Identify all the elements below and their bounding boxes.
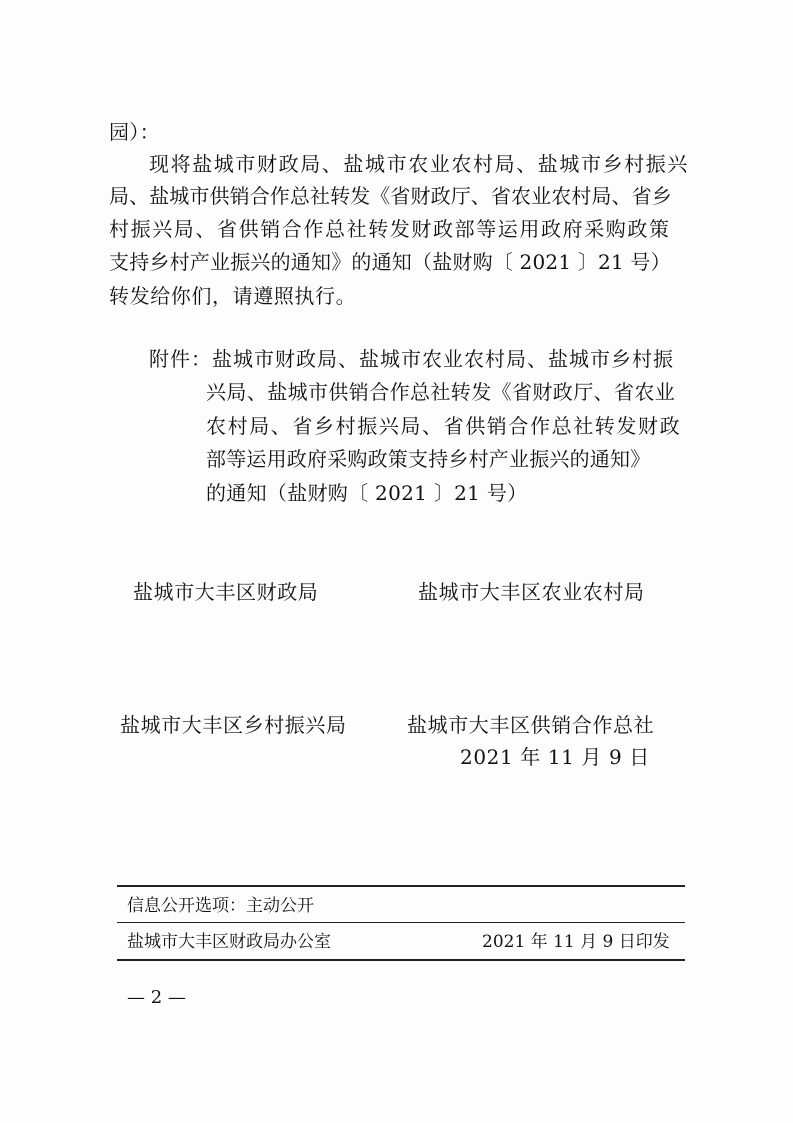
body-line-4: 村振兴局、省供销合作总社转发财政部等运用政府采购政策	[109, 217, 671, 241]
attachment-line-3: 农村局、省乡村振兴局、省供销合作总社转发财政	[206, 414, 682, 438]
body-line-1: 园）：	[109, 120, 160, 144]
issuer-office: 盐城市大丰区财政局办公室	[127, 932, 331, 952]
footer-bottom-rule	[117, 959, 685, 961]
body-line-3: 局、盐城市供销合作总社转发《省财政厅、省农业农村局、省乡	[109, 184, 672, 208]
page-number: — 2 —	[127, 987, 186, 1008]
disclosure-option: 信息公开选项：主动公开	[127, 896, 314, 916]
attachment-line-4: 部等运用政府采购政策支持乡村产业振兴的通知》	[206, 447, 651, 471]
footer-top-rule	[117, 885, 685, 887]
footer-middle-rule	[117, 922, 685, 923]
print-date: 2021 年 11 月 9 日印发	[482, 932, 670, 952]
attachment-line-5: 的通知（盐财购〔 2021 〕21 号）	[206, 481, 528, 505]
attachment-line-2: 兴局、盐城市供销合作总社转发《省财政厅、省农业	[206, 380, 676, 404]
body-line-6: 转发给你们，请遵照执行。	[109, 284, 357, 308]
signature-agriculture-bureau: 盐城市大丰区农业农村局	[418, 580, 645, 604]
signature-supply-marketing-cooperative: 盐城市大丰区供销合作总社	[407, 713, 655, 737]
signature-finance-bureau: 盐城市大丰区财政局	[133, 580, 319, 604]
body-line-5: 支持乡村产业振兴的通知》的通知（盐财购〔 2021 〕21 号）	[109, 250, 671, 274]
signature-rural-revitalization-bureau: 盐城市大丰区乡村振兴局	[120, 713, 347, 737]
signature-date: 2021 年 11 月 9 日	[460, 745, 650, 769]
attachment-line-1: 附件：盐城市财政局、盐城市农业农村局、盐城市乡村振	[149, 347, 674, 371]
body-line-2: 现将盐城市财政局、盐城市农业农村局、盐城市乡村振兴	[149, 152, 689, 176]
